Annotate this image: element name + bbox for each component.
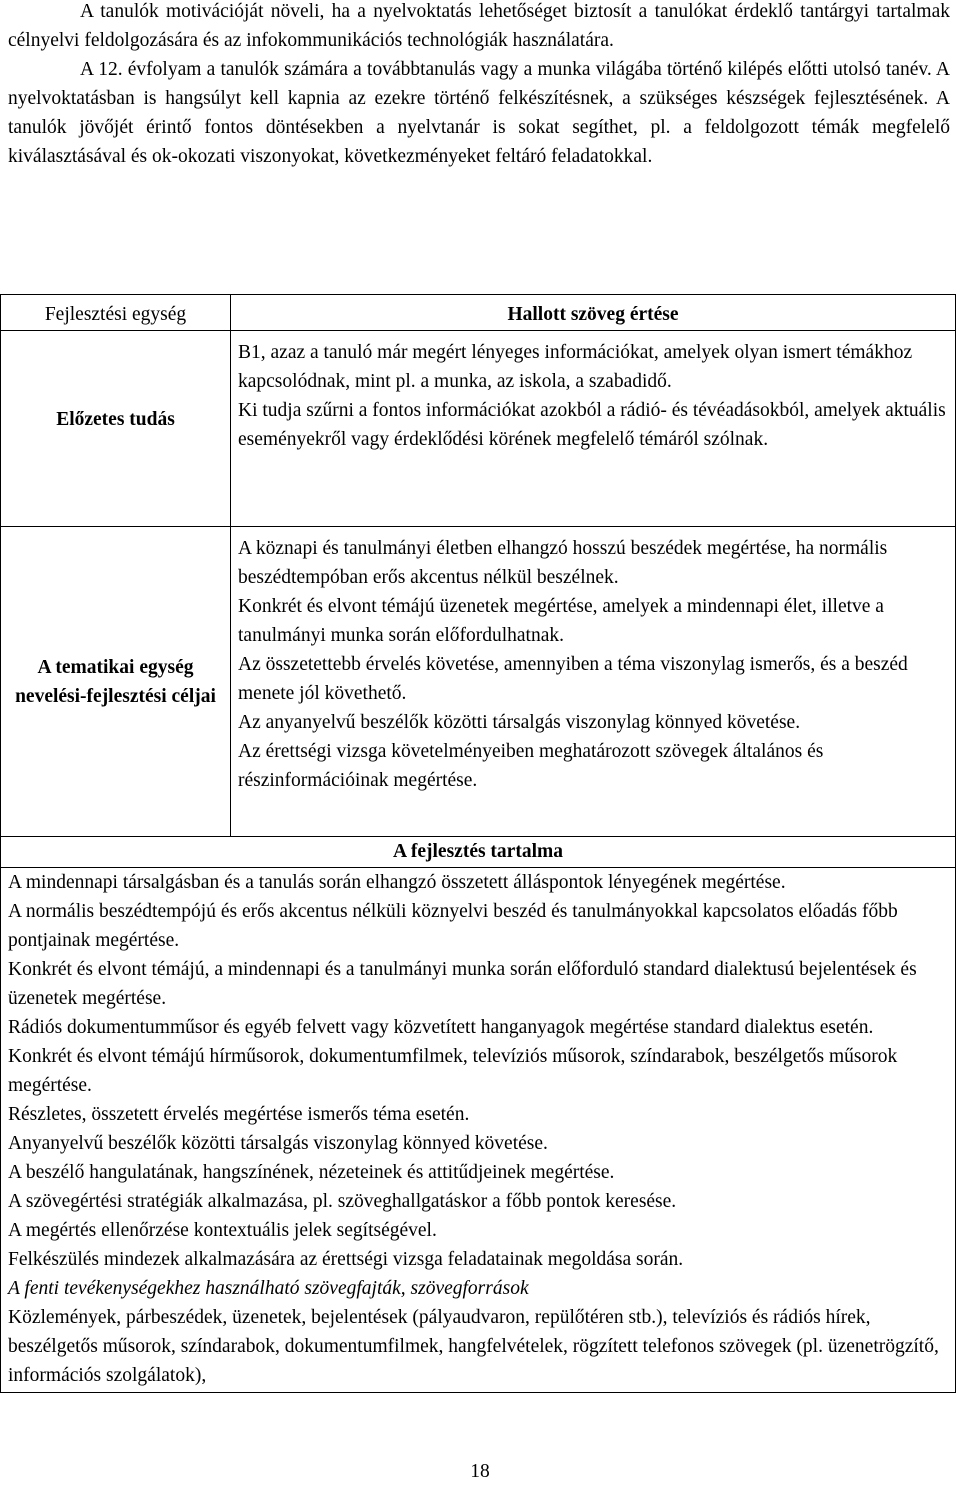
content-line: Rádiós dokumentumműsor és egyéb felvett vagy közvetített hanganyagok megértése standard dialektus esetén. — [8, 1017, 874, 1038]
listening-comprehension-header: Hallott szöveg értése — [507, 303, 679, 325]
content-line: A beszélő hangulatának, hangszínének, nézeteinek és attitűdjeinek megértése. — [8, 1162, 615, 1183]
content-line: Konkrét és elvont témájú hírműsorok, dokumentumfilmek, televíziós műsorok, színdarabok, beszélgetős műsorok megértése. — [8, 1046, 898, 1096]
intro-paragraph-2: A 12. évfolyam a tanulók számára a továbbtanulás vagy a munka világába történő kilépés előtti utolsó tanév. A nyelvoktatásban is hangsúlyt kell kapnia az ezekre történő felkészítésnek, a szükséges készségek fejlesztésének. A tanulók jövőjét érintő fontos döntésekben a nyelvtanár is sokat segíthet, pl. a feldolgozott témák megfelelő kiválasztásával és ok-okozati viszonyokat, következményeket feltáró feladatokkal. — [8, 59, 950, 167]
aims-row — [1, 527, 956, 837]
content-line: Konkrét és elvont témájú, a mindennapi és a tanulmányi munka során előforduló standard dialektusú bejelentések és üzenetek megértése. — [8, 959, 917, 1009]
prior-knowledge-label-cell — [1, 331, 231, 527]
aims-line: A köznapi és tanulmányi életben elhangzó hosszú beszédek megértése, ha normális beszédtempóban erős akcentus nélkül beszélnek. — [238, 538, 888, 588]
aims-content — [231, 527, 956, 837]
listening-comprehension-header-cell — [231, 295, 956, 331]
development-unit-header: Fejlesztési egység — [44, 303, 187, 325]
prior-knowledge-label: Előzetes tudás — [56, 409, 175, 430]
content-row — [1, 868, 956, 1393]
content-header-row — [1, 837, 956, 868]
aims-line: Az anyanyelvű beszélők közötti társalgás viszonylag könnyed követése. — [238, 712, 801, 733]
aims-line: Konkrét és elvont témájú üzenetek megértése, amelyek a mindennapi élet, illetve a tanulmányi munka során előfordulhatnak. — [238, 596, 884, 646]
content-line: Részletes, összetett érvelés megértése ismerős téma esetén. — [8, 1104, 470, 1125]
prior-knowledge-content — [231, 331, 956, 527]
intro-text — [8, 0, 950, 171]
aims-label: A tematikai egység nevelési-fejlesztési céljai — [15, 656, 216, 707]
page-number: 18 — [470, 1461, 490, 1482]
aims-label-cell — [1, 527, 231, 837]
development-unit-header-cell — [1, 295, 231, 331]
intro-paragraph-1: A tanulók motivációját növeli, ha a nyelvoktatás lehetőséget biztosít a tanulókat érdeklő tantárgyi tartalmak célnyelvi feldolgozására és az infokommunikációs technológiák használatára. — [8, 1, 950, 51]
aims-line: Az érettségi vizsga követelményeiben meghatározott szövegek általános és részinformációinak megértése. — [238, 741, 824, 791]
table-header-row — [1, 295, 956, 331]
prior-knowledge-line: Ki tudja szűrni a fontos információkat azokból a rádió- és tévéadásokból, amelyek aktuális eseményekről vagy érdeklődési körének megfelelő témáról szólnak. — [238, 400, 946, 450]
content-line: Anyanyelvű beszélők közötti társalgás viszonylag könnyed követése. — [8, 1133, 548, 1154]
text-sources-list: Közlemények, párbeszédek, üzenetek, bejelentések (pályaudvaron, repülőtéren stb.), televíziós és rádiós hírek, beszélgetős műsorok, színdarabok, dokumentumfilmek, hangfelvételek, rögzített telefonos szövegek (pl. üzenetrögzítő, információs szolgálatok), — [8, 1307, 939, 1386]
content-line: A megértés ellenőrzése kontextuális jelek segítségével. — [8, 1220, 437, 1241]
aims-line: Az összetettebb érvelés követése, amennyiben a téma viszonylag ismerős, és a beszéd menete jól követhető. — [238, 654, 908, 704]
curriculum-table — [0, 294, 956, 1393]
content-line: Felkészülés mindezek alkalmazására az érettségi vizsga feladatainak megoldása során. — [8, 1249, 684, 1270]
text-sources-title: A fenti tevékenységekhez használható szövegfajták, szövegforrások — [8, 1278, 529, 1299]
content-line: A normális beszédtempójú és erős akcentus nélküli köznyelvi beszéd és tanulmányokkal kapcsolatos előadás főbb pontjainak megértése. — [8, 901, 898, 951]
development-content-header: A fejlesztés tartalma — [1, 837, 956, 868]
content-line: A mindennapi társalgásban és a tanulás során elhangzó összetett álláspontok lényegének megértése. — [8, 872, 786, 893]
prior-knowledge-line: B1, azaz a tanuló már megért lényeges információkat, amelyek olyan ismert témákhoz kapcsolódnak, mint pl. a munka, az iskola, a szabadidő. — [238, 342, 913, 392]
content-line: A szövegértési stratégiák alkalmazása, pl. szöveghallgatáskor a főbb pontok keresése. — [8, 1191, 677, 1212]
prior-knowledge-row — [1, 331, 956, 527]
development-content — [1, 868, 956, 1393]
